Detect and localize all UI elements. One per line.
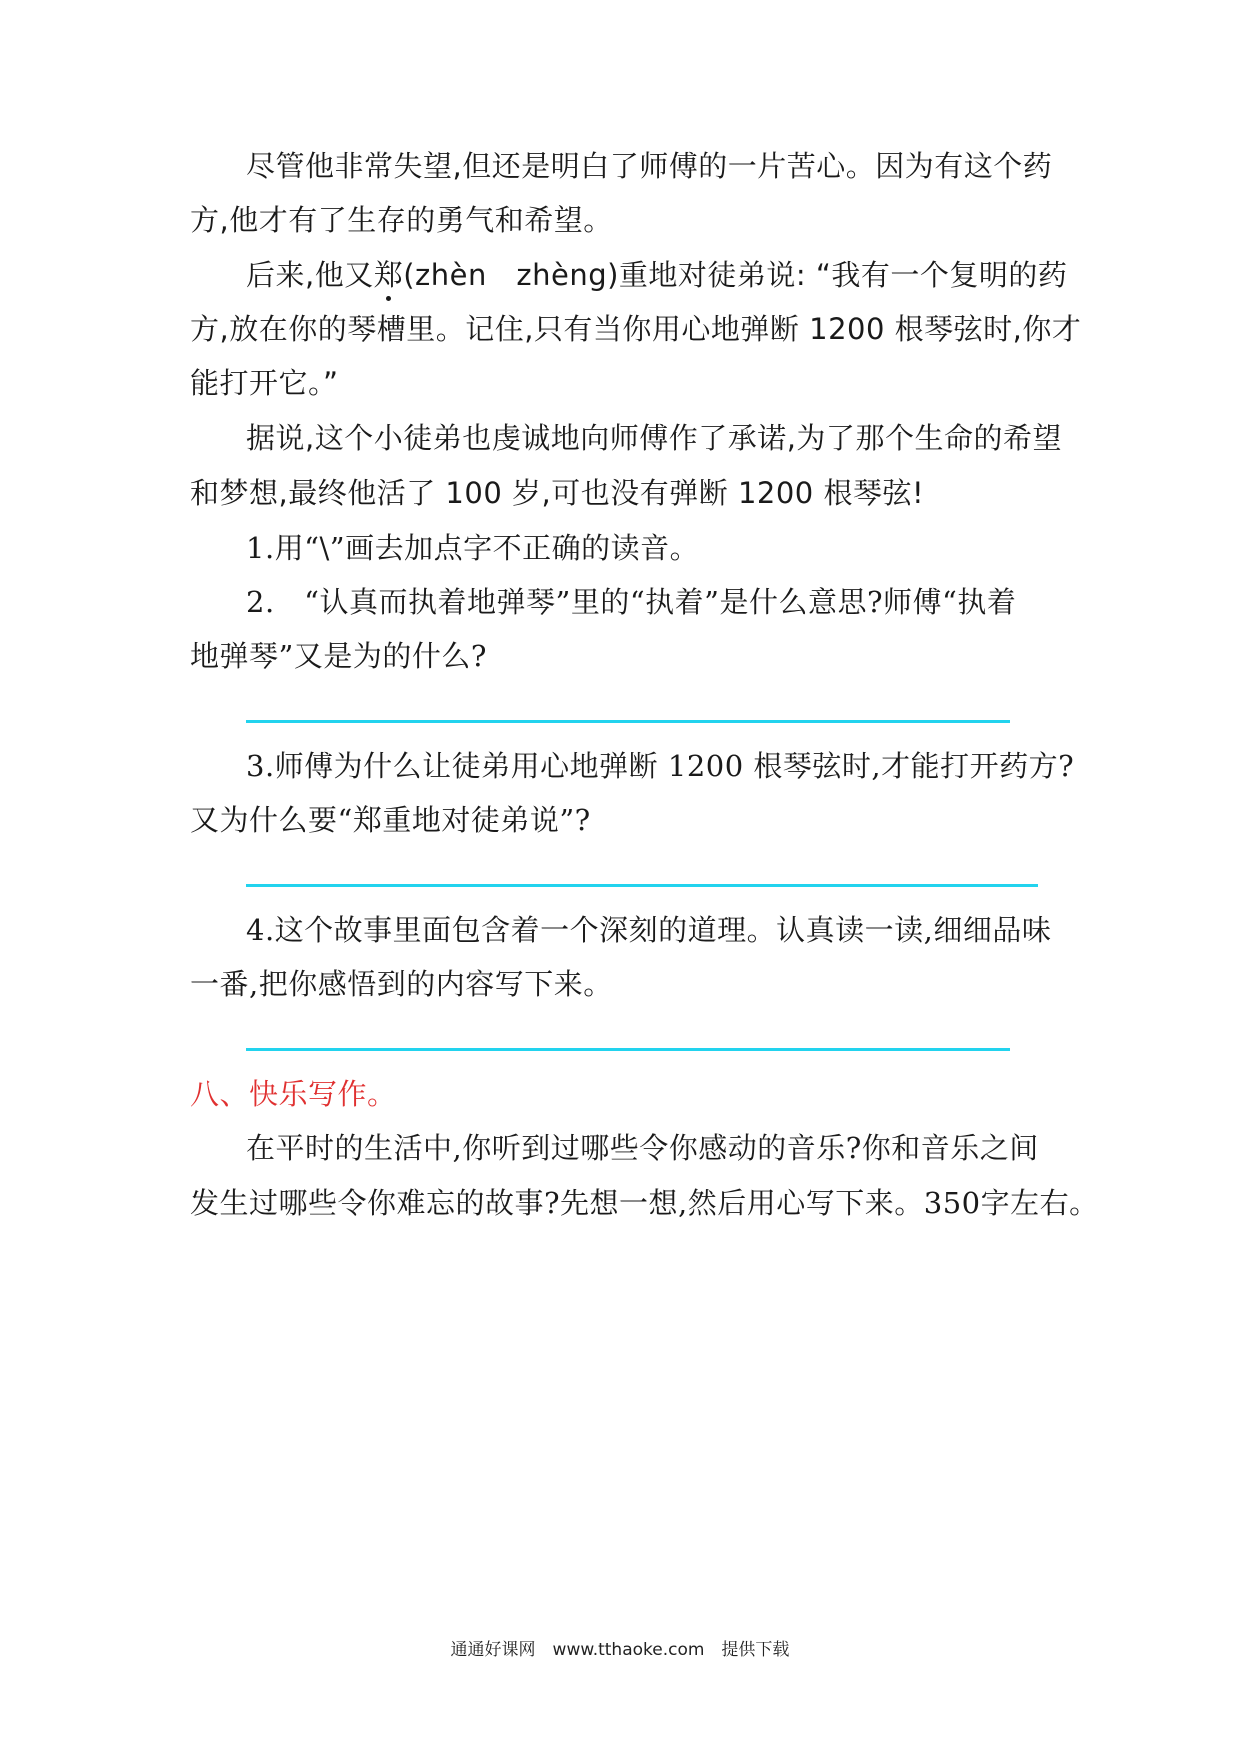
story-p2-line1-start: 后来,他又: [246, 258, 374, 292]
story-p2-line3: 能打开它。”: [190, 366, 339, 400]
footer-credit: 通通好课网 www.tthaoke.com 提供下载: [450, 1640, 790, 1660]
story-p2-line1: [246, 255, 1067, 295]
answer-line-q4[interactable]: [246, 1048, 1010, 1051]
question-3-line1: 3.师傅为什么让徒弟用心地弹断 1200 根琴弦时,才能打开药方?: [246, 749, 1075, 783]
question-3-line2: 又为什么要“郑重地对徒弟说”?: [190, 803, 591, 837]
story-p3-line1: 据说,这个小徒弟也虔诚地向师傅作了承诺,为了那个生命的希望: [246, 421, 1062, 455]
answer-line-q3[interactable]: [246, 884, 1038, 887]
question-4-line2: 一番,把你感悟到的内容写下来。: [190, 967, 613, 1001]
story-p1-line2: 方,他才有了生存的勇气和希望。: [190, 203, 613, 237]
story-p3-line2: 和梦想,最终他活了 100 岁,可也没有弹断 1200 根琴弦!: [190, 476, 925, 510]
question-2-line1: 2. “认真而执着地弹琴”里的“执着”是什么意思?师傅“执着: [246, 585, 1017, 619]
story-p2-line2: 方,放在你的琴槽里。记住,只有当你用心地弹断 1200 根琴弦时,你才: [190, 312, 1082, 346]
section-8-heading: 八、快乐写作。: [190, 1077, 397, 1111]
story-p1-line1: 尽管他非常失望,但还是明白了师傅的一片苦心。因为有这个药: [246, 149, 1053, 183]
question-2-line2: 地弹琴”又是为的什么?: [190, 639, 487, 673]
story-p2-line1-end: (zhèn zhèng)重地对徒弟说: “我有一个复明的药: [403, 258, 1068, 292]
question-1: 1.用“\”画去加点字不正确的读音。: [246, 531, 700, 565]
section-8-prompt-line2: 发生过哪些令你难忘的故事?先想一想,然后用心写下来。350字左右。: [190, 1186, 1099, 1220]
dotted-character: 郑: [374, 255, 404, 295]
question-4-line1: 4.这个故事里面包含着一个深刻的道理。认真读一读,细细品味: [246, 913, 1052, 947]
section-8-prompt-line1: 在平时的生活中,你听到过哪些令你感动的音乐?你和音乐之间: [246, 1131, 1039, 1165]
answer-line-q2[interactable]: [246, 720, 1010, 723]
